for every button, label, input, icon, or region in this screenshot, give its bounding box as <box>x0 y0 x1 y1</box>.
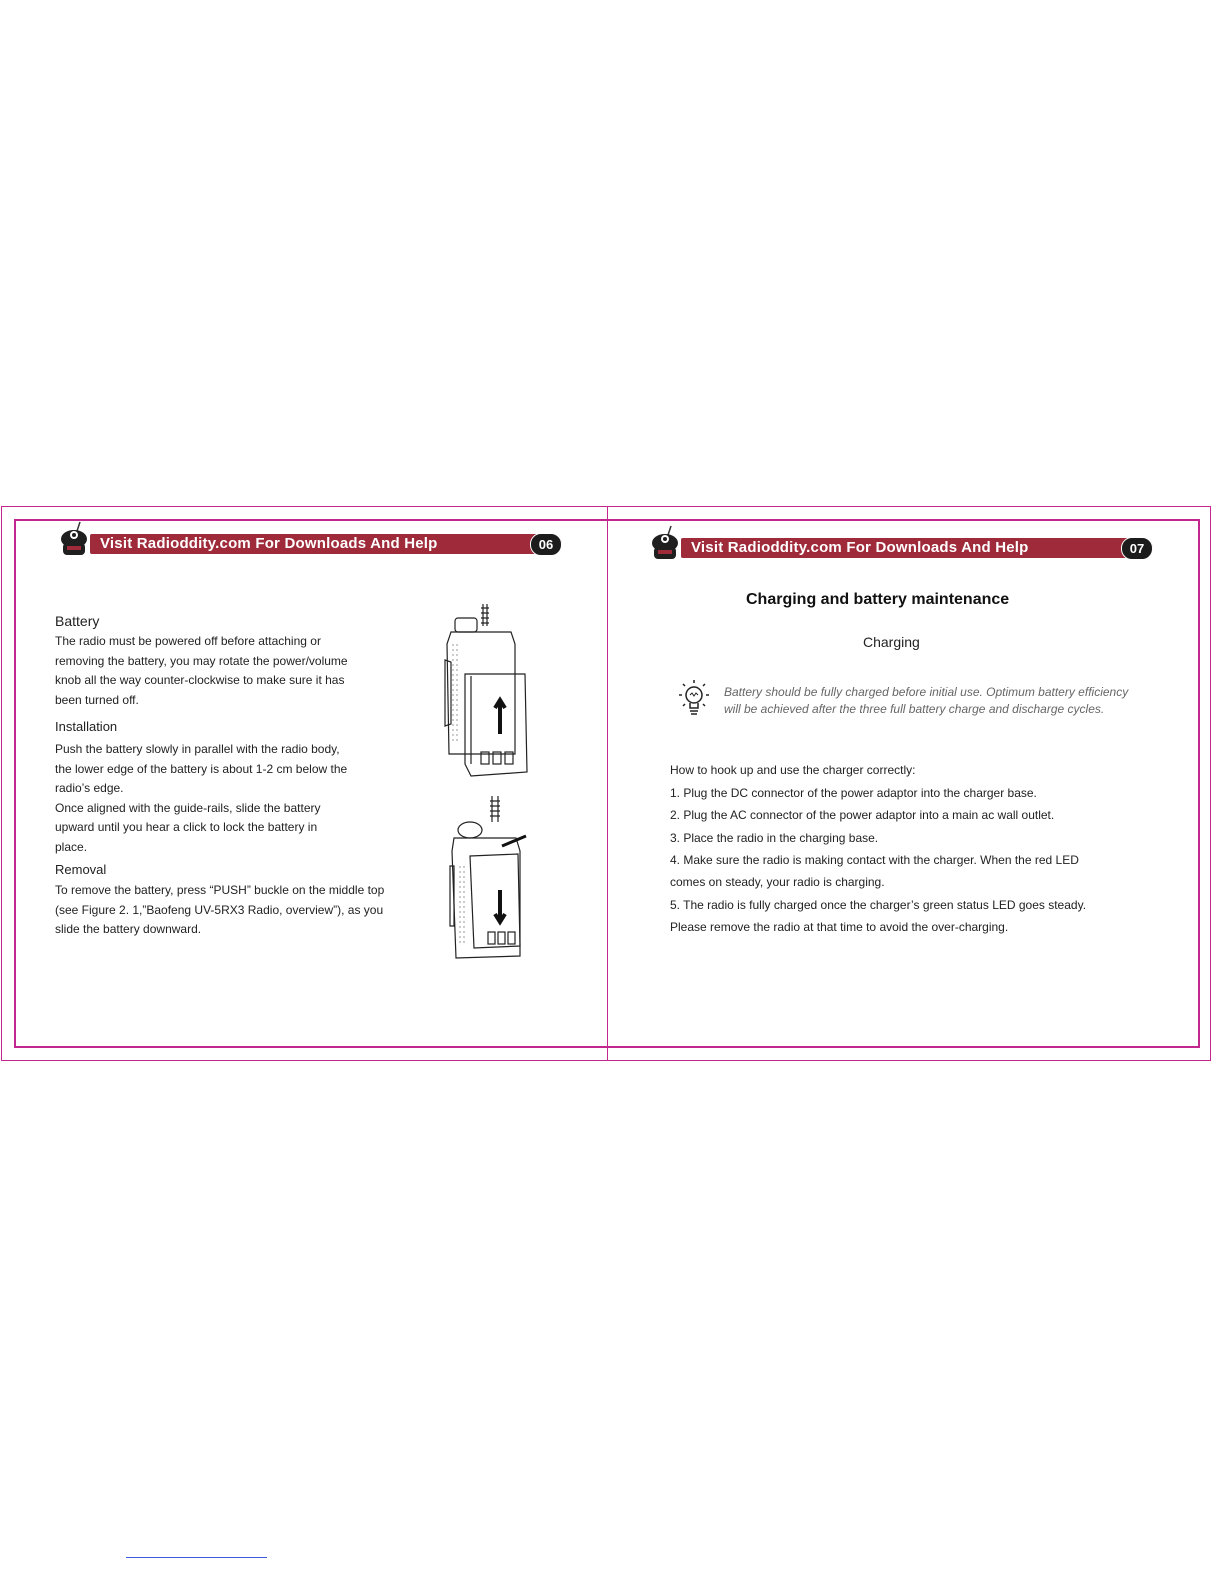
installation-line: upward until you hear a click to lock the battery in <box>55 820 318 834</box>
step-line: 4. Make sure the radio is making contact with the charger. When the red LED <box>670 853 1079 867</box>
tip-line: will be achieved after the three full battery charge and discharge cycles. <box>724 702 1105 716</box>
step-line: 3. Place the radio in the charging base. <box>670 831 879 845</box>
steps-intro: How to hook up and use the charger correctly: <box>670 763 916 777</box>
battery-line: knob all the way counter-clockwise to make sure it has <box>55 673 345 687</box>
right-banner <box>651 538 1153 558</box>
section-subtitle: Charging <box>863 634 920 650</box>
step-line: comes on steady, your radio is charging. <box>670 875 885 889</box>
page-title: Charging and battery maintenance <box>746 591 1010 608</box>
battery-heading: Battery <box>55 613 100 629</box>
left-banner <box>60 534 562 554</box>
step-line: 1. Plug the DC connector of the power adaptor into the charger base. <box>670 786 1037 800</box>
removal-line: (see Figure 2. 1,”Baofeng UV-5RX3 Radio, overview”), as you <box>55 903 384 917</box>
installation-line: radio’s edge. <box>55 781 124 795</box>
installation-line: the lower edge of the battery is about 1-2 cm below the <box>55 762 348 776</box>
footer-rule <box>126 1557 267 1558</box>
installation-line: place. <box>55 840 88 854</box>
banner-text: Visit Radioddity.com For Downloads And Help <box>691 539 1029 556</box>
step-line: 2. Plug the AC connector of the power adaptor into a main ac wall outlet. <box>670 808 1055 822</box>
removal-line: slide the battery downward. <box>55 922 202 936</box>
step-line: Please remove the radio at that time to avoid the over-charging. <box>670 920 1009 934</box>
battery-line: been turned off. <box>55 693 139 707</box>
removal-line: To remove the battery, press “PUSH” buckle on the middle top <box>55 883 385 897</box>
page-number: 07 <box>1121 537 1153 560</box>
lightbulb-icon <box>676 678 712 718</box>
installation-heading: Installation <box>55 719 118 734</box>
banner-text: Visit Radioddity.com For Downloads And Help <box>100 535 438 552</box>
page-number: 06 <box>530 533 562 556</box>
removal-heading: Removal <box>55 862 107 877</box>
battery-line: removing the battery, you may rotate the power/volume <box>55 654 348 668</box>
installation-line: Once aligned with the guide-rails, slide the battery <box>55 801 321 815</box>
step-line: 5. The radio is fully charged once the charger’s green status LED goes steady. <box>670 898 1087 912</box>
installation-line: Push the battery slowly in parallel with the radio body, <box>55 742 340 756</box>
battery-removal-illustration <box>440 796 532 966</box>
battery-line: The radio must be powered off before attaching or <box>55 634 321 648</box>
tip-line: Battery should be fully charged before initial use. Optimum battery efficiency <box>724 685 1129 699</box>
battery-installation-illustration <box>435 604 531 782</box>
